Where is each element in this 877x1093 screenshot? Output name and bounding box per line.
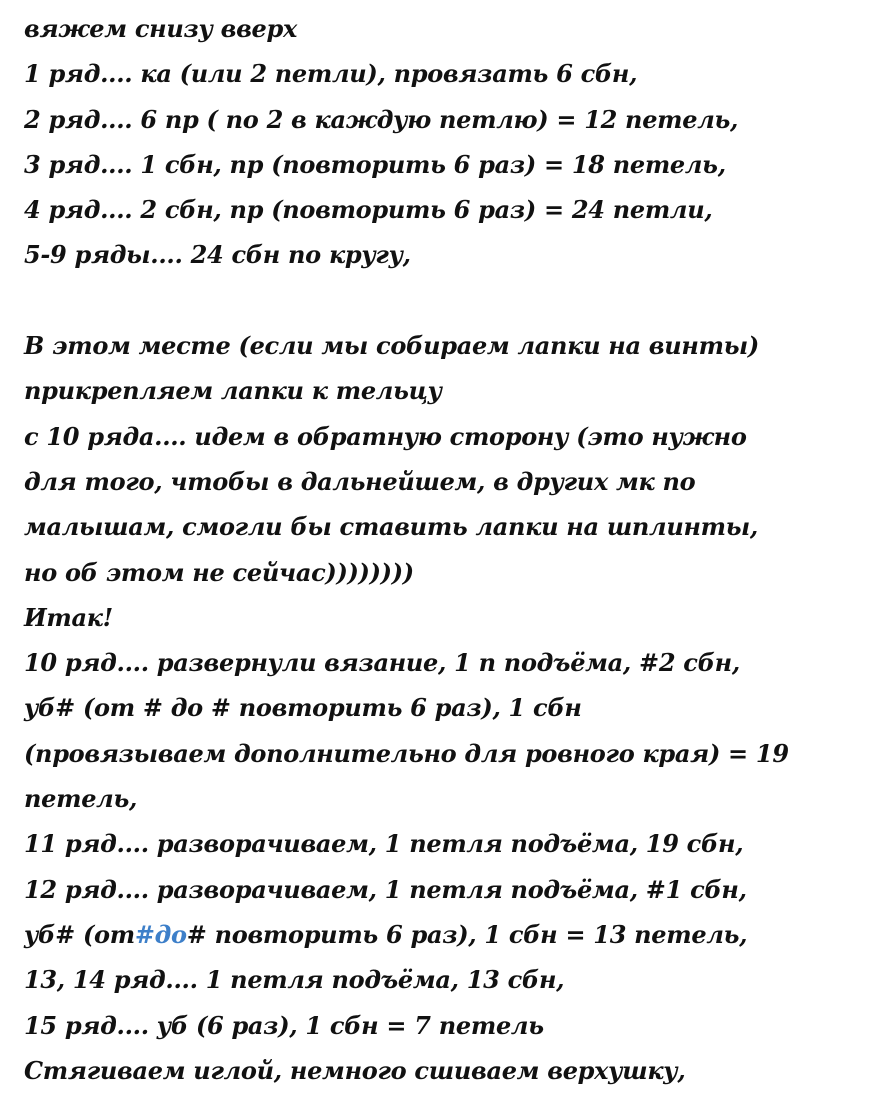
note-line-4: для того, чтобы в дальнейшем, в других мк по — [24, 466, 696, 496]
rows-13-14-line: 13, 14 ряд.... 1 петля подъёма, 13 сбн, — [24, 965, 565, 995]
note-line-5: малышам, смогли бы ставить лапки на шплинты, — [24, 512, 758, 542]
note-line-1: В этом месте (если мы собираем лапки на винты) — [24, 331, 759, 361]
rows-5-9-line: 5-9 ряды.... 24 сбн по кругу, — [24, 240, 411, 270]
row-11-line: 11 ряд.... разворачиваем, 1 петля подъёма, 19 сбн, — [24, 829, 744, 859]
finish-line: Стягиваем иглой, немного сшиваем верхушку, — [24, 1055, 686, 1085]
row-12-cont-line — [24, 912, 874, 957]
row-12-cont-before: уб# (от — [24, 919, 135, 949]
row-10-line: 10 ряд.... развернули вязание, 1 п подъёма, #2 сбн, — [24, 648, 740, 678]
row-1-line: 1 ряд.... ка (или 2 петли), провязать 6 сбн, — [24, 59, 638, 89]
note-line-6: но об этом не сейчас)))))))) — [24, 557, 414, 587]
row-12-cont-after: # повторить 6 раз), 1 сбн = 13 петель, — [186, 919, 748, 949]
crochet-pattern-text — [24, 6, 874, 1093]
itak-line: Итак! — [24, 602, 113, 632]
heading-line: вяжем снизу вверх — [24, 14, 298, 43]
row-15-line: 15 ряд.... уб (6 раз), 1 сбн = 7 петель — [24, 1010, 544, 1040]
row-3-line: 3 ряд.... 1 сбн, пр (повторить 6 раз) = 18 петель, — [24, 149, 726, 179]
row-10-cont-line: уб# (от # до # повторить 6 раз), 1 сбн — [24, 693, 582, 723]
blank-line — [24, 278, 874, 323]
row-2-line: 2 ряд.... 6 пр ( по 2 в каждую петлю) = 12 петель, — [24, 104, 739, 134]
note-line-2: прикрепляем лапки к тельцу — [24, 376, 442, 406]
row-10-cont-line-3: петель, — [24, 784, 138, 814]
row-4-line: 4 ряд.... 2 сбн, пр (повторить 6 раз) = 24 петли, — [24, 195, 713, 225]
note-line-3: с 10 ряда.... идем в обратную сторону (это нужно — [24, 421, 747, 451]
row-12-line: 12 ряд.... разворачиваем, 1 петля подъёма, #1 сбн, — [24, 874, 747, 904]
row-10-cont-line-2: (провязываем дополнительно для ровного края) = 19 — [24, 738, 789, 768]
hashtag-link[interactable]: #до — [134, 919, 187, 949]
